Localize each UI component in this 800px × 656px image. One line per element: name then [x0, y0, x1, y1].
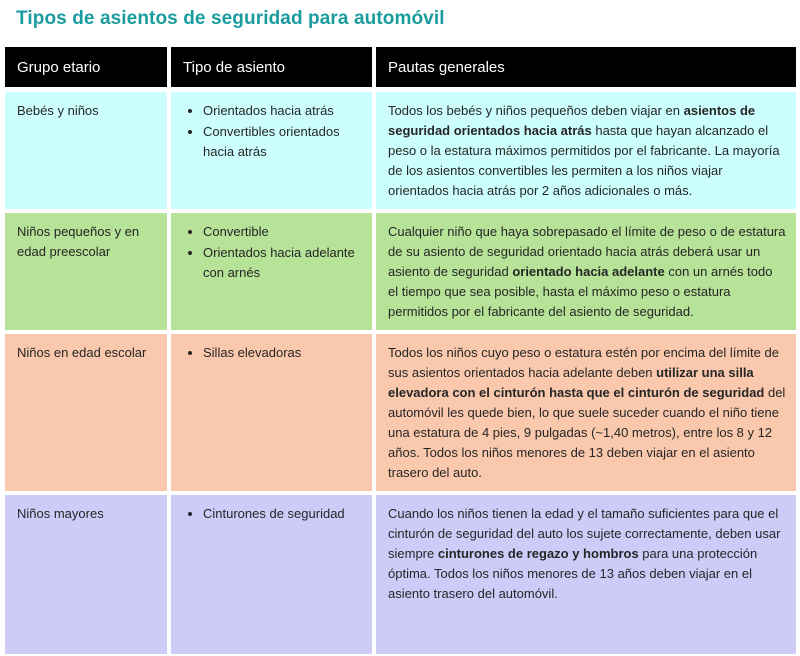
age-group-cell: Niños pequeños y en edad preescolar [5, 213, 167, 330]
guideline-text: del automóvil les quede bien, lo que suele suceder cuando el niño tiene una estatura de 4 pies, 9 pulgadas (~1,40 metros), entre los 8 y 12 años. Todos los niños menores de 13 deben viajar en el asiento trasero del auto. [388, 385, 786, 480]
page-title: Tipos de asientos de seguridad para automóvil [16, 8, 445, 29]
seat-type-cell [171, 334, 372, 491]
guideline-text: Cualquier niño que haya sobrepasado el límite de peso o de estatura de su asiento de seguridad orientado hacia atrás deberá usar un asiento de seguridad [388, 224, 786, 279]
seat-type-item: • Convertibles orientados hacia atrás [203, 122, 362, 162]
age-group-cell: Niños mayores [5, 495, 167, 654]
table-row [5, 495, 796, 654]
guideline-emphasis-text: asientos de seguridad orientados hacia atrás [388, 103, 756, 138]
seat-type-list [181, 504, 362, 524]
header-pautas-generales: Pautas generales [376, 47, 796, 87]
guideline-emphasis-text: cinturones de regazo y hombros [437, 546, 639, 561]
guideline-text: con un arnés todo el tiempo que sea posible, hasta el máximo peso o estatura permitidos por el fabricante del asiento de seguridad. [388, 264, 773, 319]
car-seat-safety-table [5, 47, 796, 654]
age-group-cell: Niños en edad escolar [5, 334, 167, 491]
table-row [5, 334, 796, 491]
guideline-text: Cuando los niños tienen la edad y el tamaño suficientes para que el cinturón de seguridad del auto los sujete correctamente, deben usar siempre [388, 506, 781, 561]
guidelines-cell [376, 334, 796, 491]
table-header-row [5, 47, 796, 87]
seat-type-cell [171, 495, 372, 654]
guidelines-cell [376, 213, 796, 330]
seat-type-item: • Sillas elevadoras [203, 343, 362, 363]
seat-type-cell [171, 92, 372, 209]
guideline-text: hasta que hayan alcanzado el peso o la estatura máximos permitidos por el fabricante. La mayoría de los asientos convertibles les permiten a los niños viajar orientados hacia atrás por 2 años adicionales o más. [388, 123, 780, 198]
seat-type-item: • Orientados hacia adelante con arnés [203, 243, 362, 283]
seat-type-list [181, 222, 362, 283]
guidelines-cell [376, 495, 796, 654]
header-grupo-etario: Grupo etario [5, 47, 167, 87]
header-tipo-de-asiento: Tipo de asiento [171, 47, 372, 87]
seat-type-list [181, 101, 362, 162]
guidelines-cell [376, 92, 796, 209]
guideline-text: Todos los niños cuyo peso o estatura estén por encima del límite de sus asientos orientados hacia adelante deben [388, 345, 779, 380]
seat-type-cell [171, 213, 372, 330]
seat-type-item: • Orientados hacia atrás [203, 101, 362, 121]
table-body [5, 92, 796, 654]
guideline-text: para una protección óptima. Todos los niños menores de 13 años deben viajar en el asiento trasero del automóvil. [388, 546, 758, 601]
guideline-emphasis-text: utilizar una silla elevadora con el cinturón hasta que el cinturón de seguridad [388, 365, 765, 400]
guideline-text: Todos los bebés y niños pequeños deben viajar en [388, 103, 684, 118]
seat-type-list [181, 343, 362, 363]
table-row [5, 213, 796, 330]
seat-type-item: • Cinturones de seguridad [203, 504, 362, 524]
seat-type-item: • Convertible [203, 222, 362, 242]
guideline-emphasis-text: orientado hacia adelante [512, 264, 665, 279]
age-group-cell: Bebés y niños [5, 92, 167, 209]
table-row [5, 92, 796, 209]
